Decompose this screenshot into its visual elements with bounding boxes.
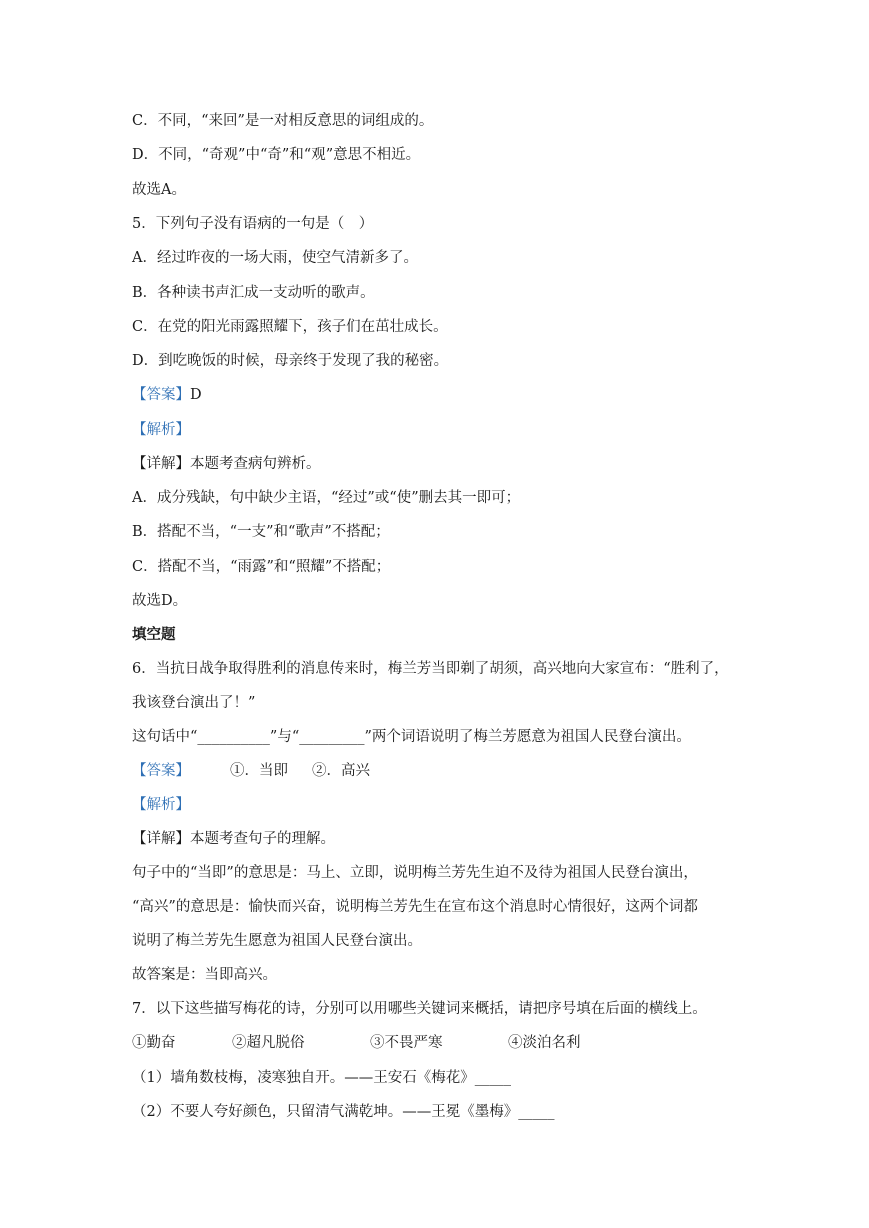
q4-conclusion: 故选A。 xyxy=(132,182,186,198)
answer-value-2: ②．高兴 xyxy=(312,763,370,779)
section-title: 填空题 xyxy=(132,627,176,643)
q5-option-a: A．经过昨夜的一场大雨，使空气清新多了。 xyxy=(132,250,418,266)
q5-analysis-tag: 【解析】 xyxy=(132,422,190,438)
q6-analysis-tag: 【解析】 xyxy=(132,797,190,813)
q5-conclusion: 故选D。 xyxy=(132,593,188,609)
keyword: ②超凡脱俗 xyxy=(232,1035,305,1051)
answer-value-1: ①．当即 xyxy=(230,763,288,779)
q4-option-d-explanation: D．不同，“奇观”中“奇”和“观”意思不相近。 xyxy=(132,147,421,163)
q7-keywords xyxy=(132,1033,581,1053)
q6-conclusion: 故答案是：当即高兴。 xyxy=(132,967,277,983)
q5-option-b: B．各种读书声汇成一支动听的歌声。 xyxy=(132,285,375,301)
q5-detail: 【详解】本题考查病句辨析。 xyxy=(132,456,321,472)
q5-option-d: D．到吃晚饭的时候，母亲终于发现了我的秘密。 xyxy=(132,353,449,369)
q6-stem-line1: 6．当抗日战争取得胜利的消息传来时，梅兰芳当即剃了胡须，高兴地向大家宣布：“胜利了， xyxy=(132,661,729,677)
answer-tag: 【答案】 xyxy=(132,763,190,779)
q4-option-c-explanation: C．不同，“来回”是一对相反意思的词组成的。 xyxy=(132,113,434,129)
keyword: ③不畏严寒 xyxy=(370,1035,443,1051)
q6-explanation-line2: “高兴”的意思是：愉快而兴奋，说明梅兰芳先生在宣布这个消息时心情很好，这两个词都 xyxy=(132,899,698,915)
q7-item-2: （2）不要人夸好颜色，只留清气满乾坤。——王冕《墨梅》_____ xyxy=(132,1104,555,1120)
q5-explanation-c: C．搭配不当，“雨露”和“照耀”不搭配； xyxy=(132,559,391,575)
q5-stem: 5．下列句子没有语病的一句是（ ） xyxy=(132,216,374,232)
q7-item-1: （1）墙角数枝梅，凌寒独自开。——王安石《梅花》_____ xyxy=(132,1070,511,1086)
q6-detail: 【详解】本题考查句子的理解。 xyxy=(132,831,335,847)
q6-explanation-line1: 句子中的“当即”的意思是：马上、立即，说明梅兰芳先生迫不及待为祖国人民登台演出， xyxy=(132,865,698,881)
q6-stem-line3: 这句话中“__________”与“_________”两个词语说明了梅兰芳愿意为祖国人民登台演出。 xyxy=(132,729,691,745)
q6-stem-line2: 我该登台演出了！” xyxy=(132,695,256,711)
q5-option-c: C．在党的阳光雨露照耀下，孩子们在茁壮成长。 xyxy=(132,319,448,335)
keyword: ①勤奋 xyxy=(132,1035,176,1051)
q5-explanation-a: A．成分残缺，句中缺少主语，“经过”或“使”删去其一即可； xyxy=(132,490,521,506)
answer-value: D xyxy=(190,387,202,403)
keyword: ④淡泊名利 xyxy=(508,1035,581,1051)
q5-explanation-b: B．搭配不当，“一支”和“歌声”不搭配； xyxy=(132,524,390,540)
q6-explanation-line3: 说明了梅兰芳先生愿意为祖国人民登台演出。 xyxy=(132,933,422,949)
q7-stem: 7．以下这些描写梅花的诗，分别可以用哪些关键词来概括，请把序号填在后面的横线上。 xyxy=(132,1001,707,1017)
q6-answer xyxy=(132,761,370,781)
q5-answer xyxy=(132,385,202,405)
answer-tag: 【答案】 xyxy=(132,387,190,403)
